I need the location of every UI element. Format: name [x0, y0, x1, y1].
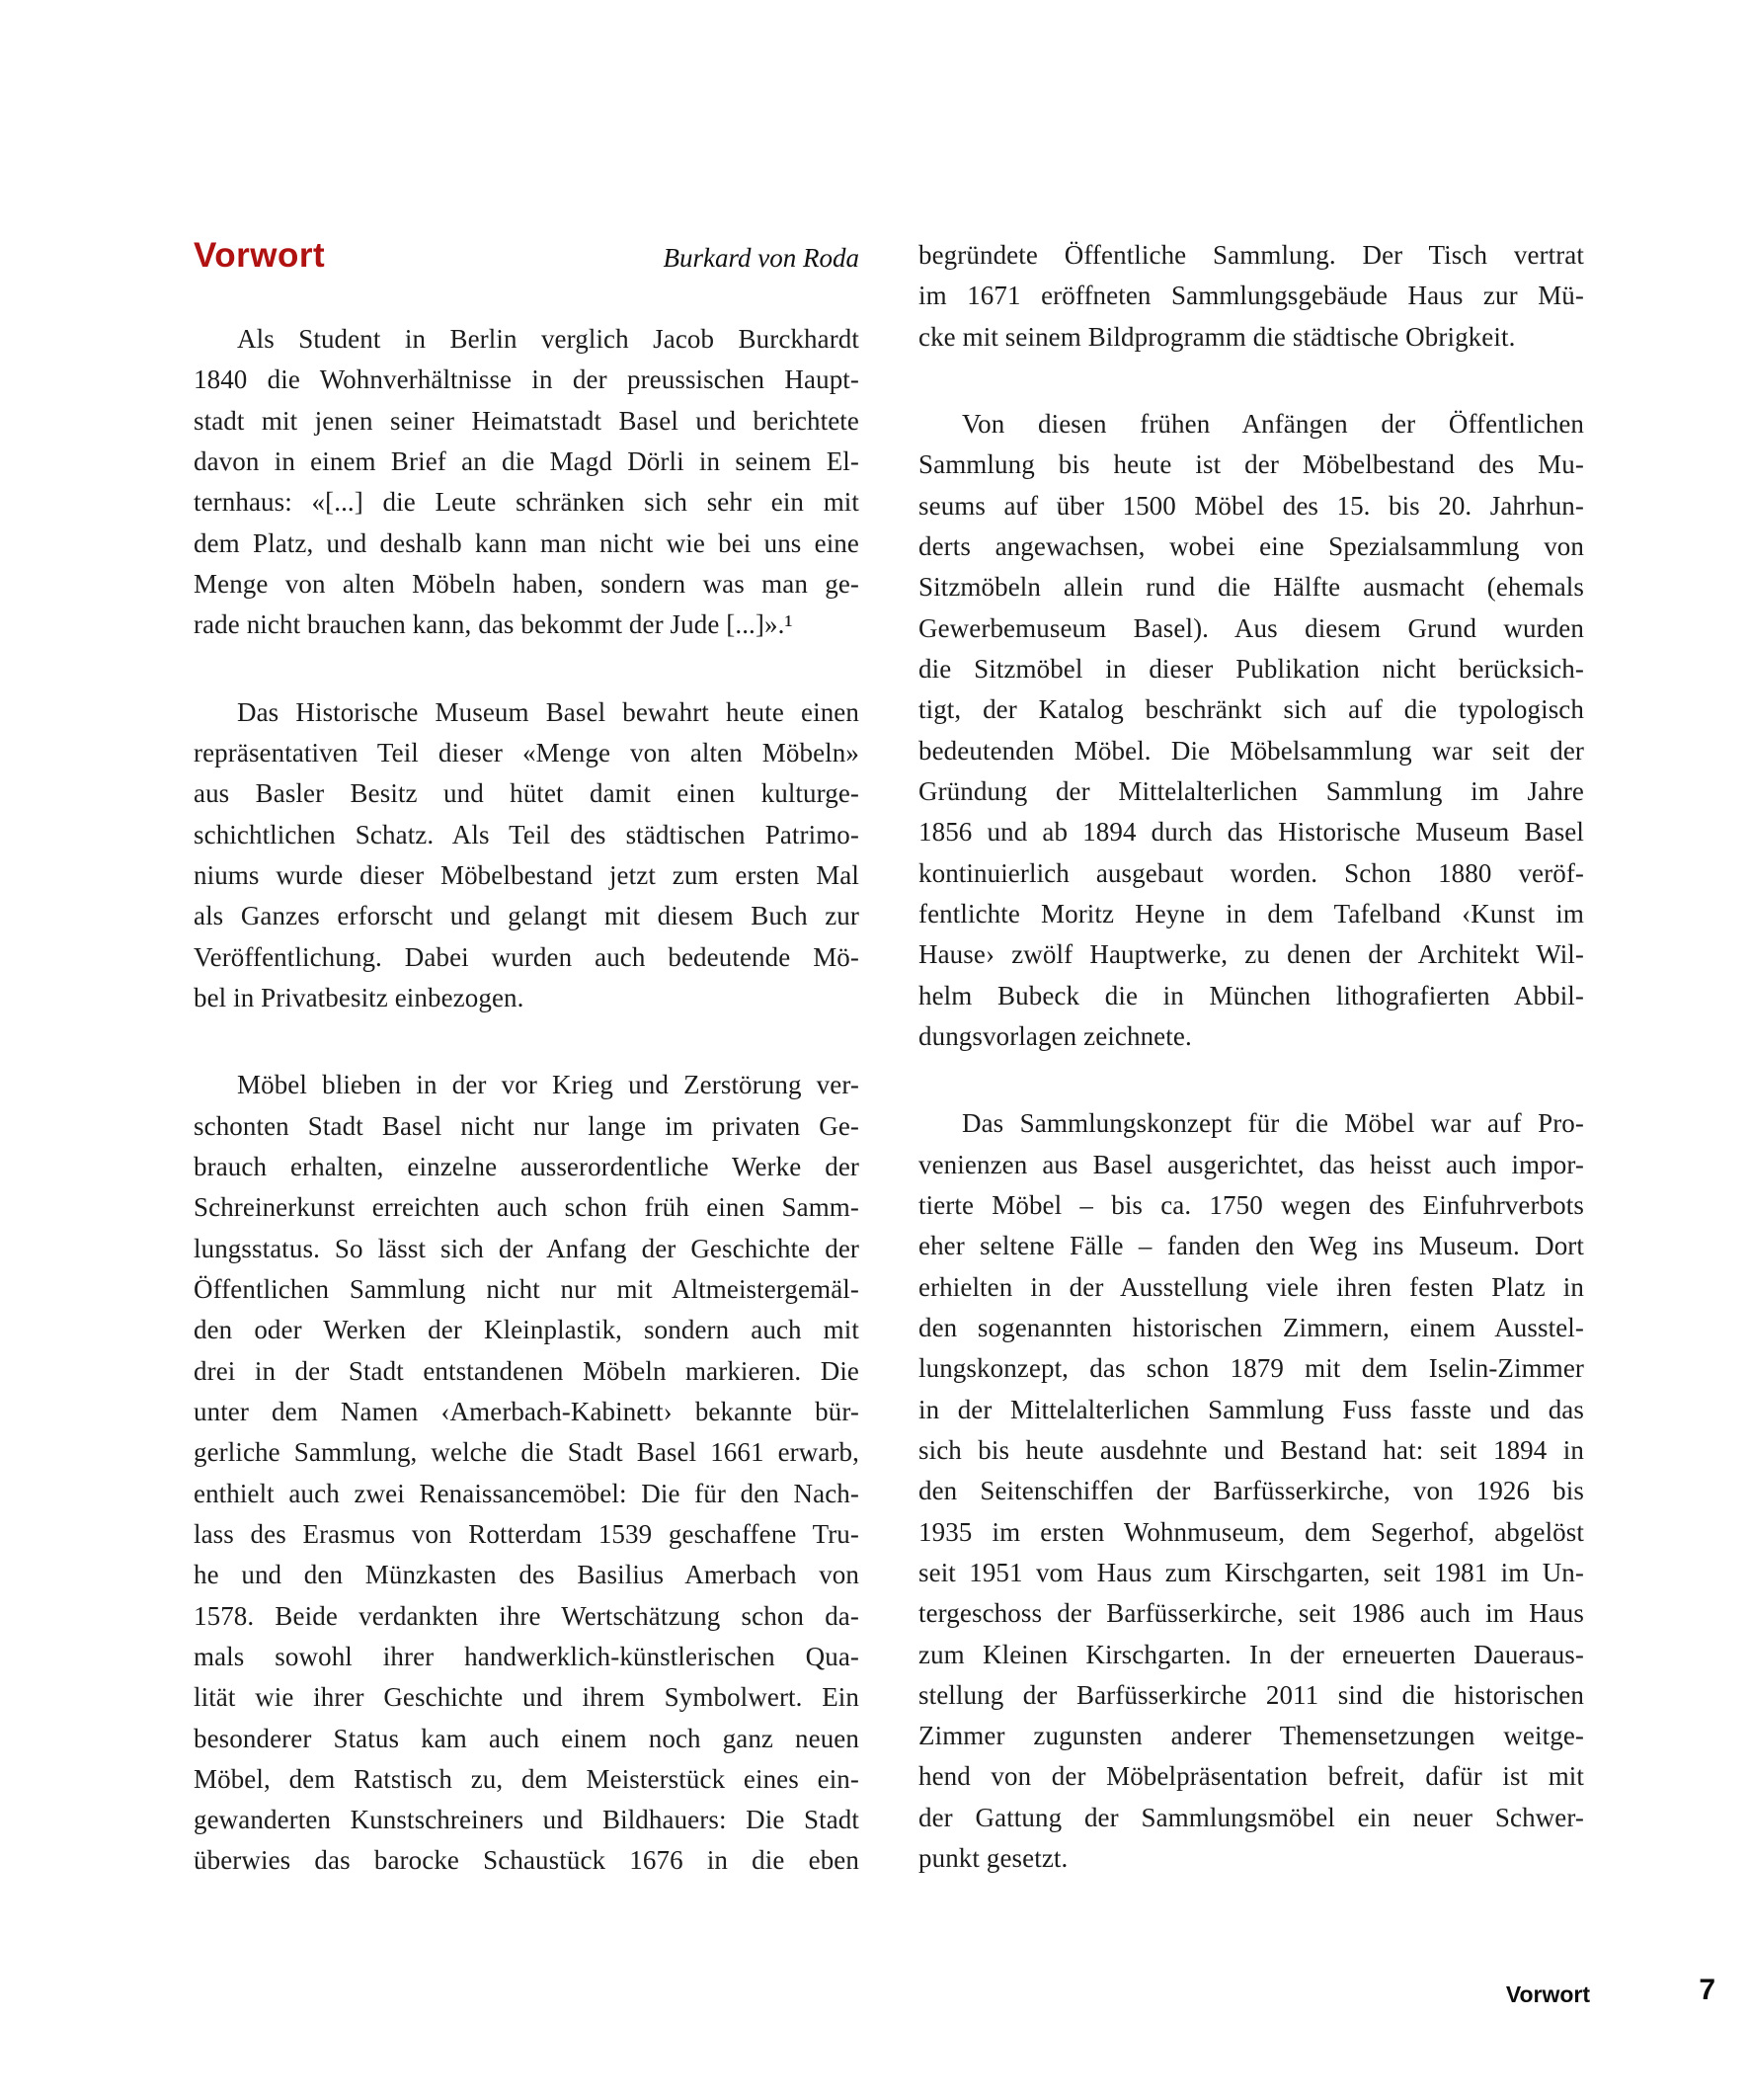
author-name: Burkard von Roda	[663, 243, 859, 273]
text-line: tierte Möbel – bis ca. 1750 wegen des Einfuhrverbots	[918, 1189, 1584, 1220]
text-line: überwies das barocke Schaustück 1676 in die eben	[194, 1845, 859, 1876]
text-line: repräsentativen Teil dieser «Menge von alten Möbeln»	[194, 737, 859, 767]
text-line: schonten Stadt Basel nicht nur lange im privaten Ge-	[194, 1110, 859, 1141]
text-line: den sogenannten historischen Zimmern, einem Ausstel-	[918, 1312, 1584, 1342]
footer-page-number: 7	[1699, 1974, 1715, 2006]
heading-row	[194, 238, 859, 274]
text-line: derts angewachsen, wobei eine Spezialsammlung von	[918, 530, 1584, 561]
text-line: der Gattung der Sammlungsmöbel ein neuer Schwer-	[918, 1802, 1584, 1832]
text-line: 1578. Beide verdankten ihre Wertschätzung schon da-	[194, 1600, 859, 1631]
text-line: lass des Erasmus von Rotterdam 1539 geschaffene Tru-	[194, 1518, 859, 1549]
text-line: Menge von alten Möbeln haben, sondern was man ge-	[194, 568, 859, 599]
text-line: davon in einem Brief an die Magd Dörli in seinem El-	[194, 445, 859, 476]
text-line: unter dem Namen ‹Amerbach-Kabinett› bekannte bür-	[194, 1396, 859, 1426]
page-title: Vorwort	[194, 236, 326, 275]
text-line: drei in der Stadt entstandenen Möbeln markieren. Die	[194, 1355, 859, 1386]
text-line: seit 1951 vom Haus zum Kirschgarten, seit 1981 im Un-	[918, 1557, 1584, 1587]
text-line: schichtlichen Schatz. Als Teil des städtischen Patrimo-	[194, 819, 859, 849]
text-line: den oder Werken der Kleinplastik, sondern auch mit	[194, 1315, 859, 1345]
text-line: tergeschoss der Barfüsserkirche, seit 1986 auch im Haus	[918, 1598, 1584, 1629]
paragraph	[918, 1103, 1584, 1879]
text-line: fentlichte Moritz Heyne in dem Tafelband ‹Kunst im	[918, 898, 1584, 929]
text-line: 1856 und ab 1894 durch das Historische Museum Basel	[918, 817, 1584, 848]
text-line: hend von der Möbelpräsentation befreit, dafür ist mit	[918, 1761, 1584, 1792]
text-line: Gründung der Mittelalterlichen Sammlung im Jahre	[918, 775, 1584, 806]
right-column	[918, 235, 1584, 1879]
text-line: punkt gesetzt.	[918, 1843, 1069, 1874]
text-line: stadt mit jenen seiner Heimatstadt Basel und berichtete	[194, 405, 859, 436]
text-line: Das Historische Museum Basel bewahrt heute einen	[237, 696, 859, 727]
paragraph	[194, 319, 859, 646]
paragraph	[194, 1065, 859, 1882]
text-line: he und den Münzkasten des Basilius Amerbach von	[194, 1560, 859, 1590]
text-line: begründete Öffentliche Sammlung. Der Tisch vertrat	[918, 240, 1584, 270]
text-line: mals sowohl ihrer handwerklich-künstlerischen Qua-	[194, 1641, 859, 1671]
text-line: ternhaus: «[...] die Leute schränken sich sehr ein mit	[194, 487, 859, 518]
text-line: stellung der Barfüsserkirche 2011 sind die historischen	[918, 1679, 1584, 1710]
text-line: Sitzmöbeln allein rund die Hälfte ausmacht (ehemals	[918, 572, 1584, 603]
text-line: Das Sammlungskonzept für die Möbel war auf Pro-	[962, 1108, 1584, 1139]
text-line: 1840 die Wohnverhältnisse in der preussischen Haupt-	[194, 364, 859, 395]
text-line: brauch erhalten, einzelne ausserordentliche Werke der	[194, 1151, 859, 1181]
left-column-text	[194, 319, 859, 1882]
text-line: aus Basler Besitz und hütet damit einen kulturge-	[194, 778, 859, 809]
text-line: als Ganzes erforscht und gelangt mit diesem Buch zur	[194, 901, 859, 931]
paragraph	[194, 692, 859, 1019]
text-line: Als Student in Berlin verglich Jacob Burckhardt	[237, 324, 859, 354]
text-line: helm Bubeck die in München lithografierten Abbil-	[918, 980, 1584, 1010]
text-line: den Seitenschiffen der Barfüsserkirche, von 1926 bis	[918, 1476, 1584, 1506]
text-line: im 1671 eröffneten Sammlungsgebäude Haus zur Mü-	[918, 281, 1584, 311]
text-line: dungsvorlagen zeichnete.	[918, 1020, 1192, 1051]
text-line: Veröffentlichung. Dabei wurden auch bedeutende Mö-	[194, 941, 859, 972]
text-line: enthielt auch zwei Renaissancemöbel: Die für den Nach-	[194, 1478, 859, 1508]
text-line: erhielten in der Ausstellung viele ihren festen Platz in	[918, 1271, 1584, 1302]
paragraph	[918, 235, 1584, 358]
left-column	[194, 238, 859, 1882]
text-line: besonderer Status kam auch einem noch ganz neuen	[194, 1723, 859, 1753]
text-line: Öffentlichen Sammlung nicht nur mit Altmeistergemäl-	[194, 1273, 859, 1304]
text-line: zum Kleinen Kirschgarten. In der erneuerten Daueraus-	[918, 1639, 1584, 1669]
text-line: gewanderten Kunstschreiners und Bildhauers: Die Stadt	[194, 1805, 859, 1835]
text-line: Möbel, dem Ratstisch zu, dem Meisterstück eines ein-	[194, 1763, 859, 1794]
text-line: venienzen aus Basel ausgerichtet, das heisst auch impor-	[918, 1149, 1584, 1179]
text-line: tigt, der Katalog beschränkt sich auf die typologisch	[918, 694, 1584, 725]
text-line: lungsstatus. So lässt sich der Anfang der Geschichte der	[194, 1233, 859, 1263]
text-line: Möbel blieben in der vor Krieg und Zerstörung ver-	[237, 1070, 859, 1100]
text-line: dem Platz, und deshalb kann man nicht wie bei uns eine	[194, 527, 859, 558]
text-line: in der Mittelalterlichen Sammlung Fuss fasste und das	[918, 1394, 1584, 1424]
text-line: Hause› zwölf Hauptwerke, zu denen der Architekt Wil-	[918, 939, 1584, 970]
text-line: die Sitzmöbel in dieser Publikation nicht berücksich-	[918, 653, 1584, 684]
text-line: seums auf über 1500 Möbel des 15. bis 20. Jahrhun-	[918, 490, 1584, 521]
text-line: Zimmer zugunsten anderer Themensetzungen weitge-	[918, 1721, 1584, 1751]
text-line: Sammlung bis heute ist der Möbelbestand des Mu-	[918, 449, 1584, 480]
text-line: Gewerbemuseum Basel). Aus diesem Grund wurden	[918, 612, 1584, 643]
text-line: eher seltene Fälle – fanden den Weg ins Museum. Dort	[918, 1231, 1584, 1261]
text-line: 1935 im ersten Wohnmuseum, dem Segerhof, abgelöst	[918, 1516, 1584, 1547]
text-line: kontinuierlich ausgebaut worden. Schon 1880 veröf-	[918, 857, 1584, 888]
text-line: rade nicht brauchen kann, das bekommt der Jude [...]».¹	[194, 609, 793, 640]
text-line: lität wie ihrer Geschichte und ihrem Symbolwert. Ein	[194, 1682, 859, 1713]
text-line: cke mit seinem Bildprogramm die städtische Obrigkeit.	[918, 321, 1516, 352]
text-line: bedeutenden Möbel. Die Möbelsammlung war seit der	[918, 735, 1584, 766]
paragraph	[918, 404, 1584, 1057]
right-column-text	[918, 235, 1584, 1879]
text-line: Schreinerkunst erreichten auch schon früh einen Samm-	[194, 1192, 859, 1223]
text-line: lungskonzept, das schon 1879 mit dem Iselin-Zimmer	[918, 1353, 1584, 1384]
text-line: gerliche Sammlung, welche die Stadt Basel 1661 erwarb,	[194, 1437, 859, 1468]
text-line: niums wurde dieser Möbelbestand jetzt zum ersten Mal	[194, 859, 859, 890]
text-line: sich bis heute ausdehnte und Bestand hat: seit 1894 in	[918, 1434, 1584, 1465]
footer-section-label: Vorwort	[1505, 1981, 1590, 2007]
text-line: Von diesen frühen Anfängen der Öffentlichen	[962, 408, 1584, 439]
text-line: bel in Privatbesitz einbezogen.	[194, 982, 524, 1012]
